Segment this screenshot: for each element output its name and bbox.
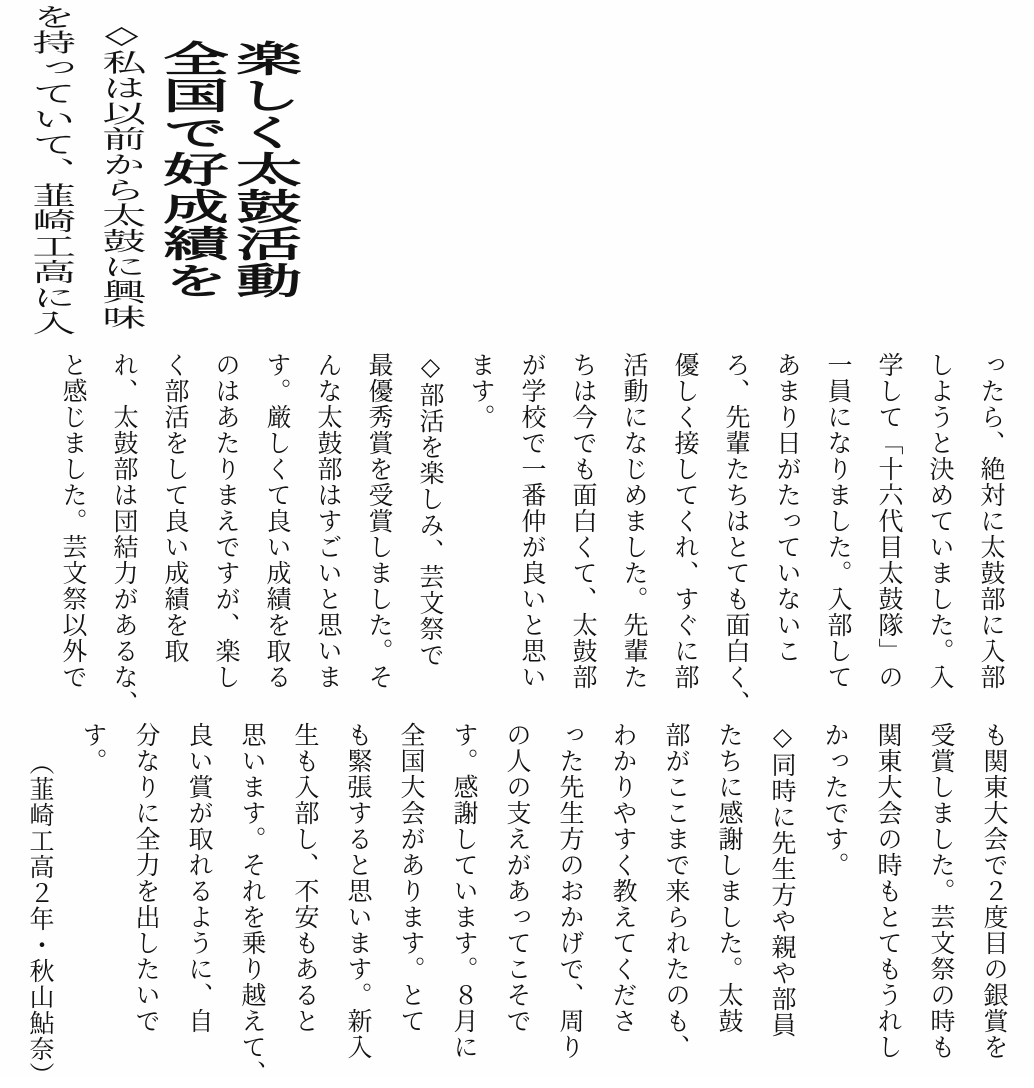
- text-column: かったです。: [821, 722, 848, 878]
- author-attribution: （韮崎工高２年・秋山鮎奈）: [26, 750, 53, 1088]
- text-column: れ、太鼓部は団結力があるな、: [110, 352, 137, 716]
- text-column: んな太鼓部はすごいと思いま: [314, 352, 341, 690]
- text-column: 受賞しました。芸文祭の時も: [927, 722, 954, 1060]
- headline-line: 楽しく太鼓活動: [228, 40, 301, 299]
- text-column: も関東大会で２度目の銀賞を: [980, 722, 1007, 1060]
- text-column: く部活をして良い成績を取: [161, 352, 188, 664]
- text-column: しようと決めていました。入: [926, 352, 953, 690]
- text-column: 優しく接してくれ、すぐに部: [671, 352, 698, 690]
- text-column: 関東大会の時もとてもうれし: [874, 722, 901, 1060]
- text-column: も緊張すると思います。新入: [344, 722, 371, 1060]
- text-column: わかりやすく教えてくださ: [609, 722, 636, 1034]
- text-column: ちは今でも面白くて、太鼓部: [569, 352, 596, 690]
- text-column: 学して「十六代目太鼓隊」の: [875, 352, 902, 690]
- text-column: 思います。それを乗り越えて、: [238, 722, 265, 1086]
- text-column: 全国大会があります。とて: [397, 722, 424, 1034]
- article-body-block-2: [13, 722, 1020, 1088]
- text-column: と感じました。芸文祭以外で: [59, 352, 86, 690]
- lead-column: を持っていて、韮崎工高に入: [26, 4, 74, 336]
- text-column: す。厳しくて良い成績を取る: [263, 352, 290, 690]
- text-column: の人の支えがあってこそで: [503, 722, 530, 1034]
- text-column: ろ、先輩たちはとても面白く、: [722, 352, 749, 716]
- text-column: 一員になりました。入部して: [824, 352, 851, 690]
- text-column: が学校で一番仲が良いと思い: [518, 352, 545, 690]
- text-column: 分なりに全力を出したいで: [132, 722, 159, 1034]
- text-column: たちに感謝しました。太鼓: [715, 722, 742, 1034]
- text-column: ます。: [467, 352, 494, 430]
- article-body-block-1: [47, 352, 1016, 718]
- text-column: ◇同時に先生方や親や部員: [768, 722, 795, 1038]
- text-column: った先生方のおかげで、周り: [556, 722, 583, 1060]
- lead-column: ◇私は以前から太鼓に興味: [96, 20, 144, 330]
- text-column: 生も入部し、不安もあると: [291, 722, 318, 1034]
- text-column: あまり日がたっていないこ: [773, 352, 800, 664]
- headline-line: 全国で好成績を: [155, 40, 228, 299]
- text-column: す。感謝しています。８月に: [450, 722, 477, 1060]
- text-column: ったら、絶対に太鼓部に入部: [977, 352, 1004, 690]
- text-column: 部がここまで来られたのも、: [662, 722, 689, 1060]
- text-column: ◇部活を楽しみ、芸文祭で: [416, 352, 443, 668]
- article-header: [4, 0, 300, 348]
- text-column: す。: [79, 722, 106, 774]
- text-column: のはあたりまえですが、楽し: [212, 352, 239, 690]
- text-column: 最優秀賞を受賞しました。そ: [365, 352, 392, 690]
- text-column: 活動になじめました。先輩た: [620, 352, 647, 690]
- text-column: 良い賞が取れるように、自: [185, 722, 212, 1034]
